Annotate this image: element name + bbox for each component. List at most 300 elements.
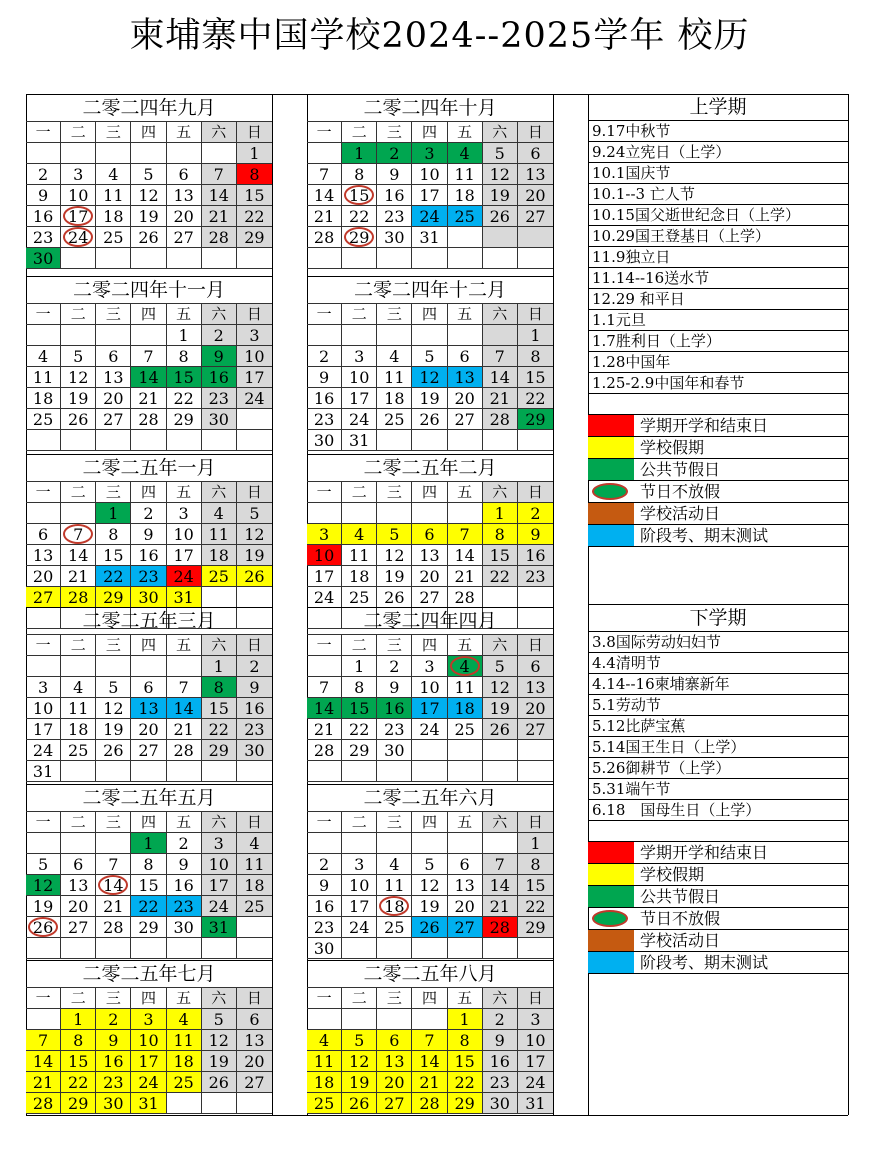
day-cell: 13	[518, 164, 553, 185]
weekday-label: 二	[61, 988, 96, 1009]
day-cell: 4	[377, 346, 412, 367]
day-cell	[483, 325, 518, 346]
month-block	[26, 784, 272, 959]
day-cell: 6	[448, 346, 483, 367]
day-cell	[342, 761, 377, 782]
day-cell: 25	[167, 1072, 202, 1093]
week-row	[307, 430, 553, 451]
day-cell	[237, 917, 272, 938]
day-cell: 17	[237, 367, 272, 388]
day-cell: 28	[307, 740, 342, 761]
day-cell: 10	[167, 524, 202, 545]
legend-label: 公共节假日	[640, 460, 721, 479]
weekday-label: 一	[26, 482, 61, 503]
day-cell: 24	[131, 1072, 166, 1093]
semester2-title: 下学期	[588, 604, 848, 632]
day-cell: 16	[26, 206, 61, 227]
not-off-holiday-marker	[63, 524, 93, 544]
holiday-item: 5.1劳动节	[588, 695, 848, 716]
weekday-label: 三	[377, 988, 412, 1009]
day-cell	[237, 587, 272, 608]
day-cell: 24	[307, 587, 342, 608]
week-row	[26, 917, 272, 938]
month-title: 二零二五年二月	[307, 455, 553, 482]
weekday-header	[26, 304, 272, 325]
week-row	[26, 587, 272, 608]
day-cell	[131, 656, 166, 677]
day-cell	[518, 938, 553, 959]
day-cell	[61, 430, 96, 451]
day-cell: 3	[412, 143, 447, 164]
holiday-item: 5.12比萨宝蕉	[588, 716, 848, 737]
day-cell: 21	[26, 1072, 61, 1093]
day-cell: 25	[61, 740, 96, 761]
day-cell: 19	[61, 388, 96, 409]
day-cell: 30	[167, 917, 202, 938]
day-cell: 15	[96, 545, 131, 566]
week-row	[307, 740, 553, 761]
day-cell: 8	[448, 1030, 483, 1051]
day-cell: 12	[61, 367, 96, 388]
day-cell	[131, 761, 166, 782]
day-cell: 18	[26, 388, 61, 409]
day-cell: 11	[377, 875, 412, 896]
day-cell: 6	[61, 854, 96, 875]
day-cell: 10	[307, 545, 342, 566]
day-cell: 26	[483, 206, 518, 227]
day-cell: 8	[167, 346, 202, 367]
day-cell: 22	[448, 1072, 483, 1093]
weekday-label: 二	[61, 122, 96, 143]
weekday-label: 二	[342, 635, 377, 656]
weekday-label: 二	[342, 812, 377, 833]
day-cell: 19	[96, 719, 131, 740]
holiday-item: 9.24立宪日（上学）	[588, 142, 848, 163]
weekday-label: 二	[342, 988, 377, 1009]
day-cell: 3	[202, 833, 237, 854]
day-cell: 12	[412, 875, 447, 896]
day-cell: 26	[412, 409, 447, 430]
day-cell	[307, 325, 342, 346]
day-cell: 23	[96, 1072, 131, 1093]
weekday-header	[307, 812, 553, 833]
day-cell: 9	[518, 524, 553, 545]
day-cell: 30	[483, 1093, 518, 1114]
day-cell: 13	[96, 367, 131, 388]
holiday-item: 1.28中国年	[588, 352, 848, 373]
holiday-item: 6.18 国母生日（上学）	[588, 800, 848, 821]
day-cell	[448, 740, 483, 761]
legend-item	[588, 864, 848, 886]
day-cell: 16	[518, 545, 553, 566]
week-row	[307, 761, 553, 782]
weekday-label: 五	[167, 812, 202, 833]
day-cell: 18	[202, 545, 237, 566]
day-cell: 3	[61, 164, 96, 185]
day-cell: 29	[518, 917, 553, 938]
week-row	[26, 206, 272, 227]
week-row	[307, 656, 553, 677]
day-cell: 10	[342, 875, 377, 896]
day-cell: 2	[131, 503, 166, 524]
day-cell: 27	[167, 227, 202, 248]
weekday-label: 六	[483, 988, 518, 1009]
week-row	[307, 1009, 553, 1030]
weekday-label: 五	[167, 988, 202, 1009]
day-cell: 14	[412, 1051, 447, 1072]
week-row	[26, 854, 272, 875]
day-cell: 4	[448, 656, 483, 677]
day-cell: 20	[61, 896, 96, 917]
day-cell: 26	[412, 917, 447, 938]
day-cell: 1	[342, 143, 377, 164]
day-cell: 15	[518, 875, 553, 896]
day-cell: 10	[412, 677, 447, 698]
month-title: 二零二五年八月	[307, 961, 553, 988]
month-title: 二零二五年一月	[26, 455, 272, 482]
day-cell: 5	[131, 164, 166, 185]
day-cell	[412, 938, 447, 959]
weekday-label: 二	[342, 304, 377, 325]
day-cell: 6	[518, 143, 553, 164]
week-row	[307, 677, 553, 698]
week-row	[307, 248, 553, 269]
legend-label: 公共节假日	[640, 887, 721, 906]
day-cell: 15	[518, 367, 553, 388]
day-cell: 9	[377, 677, 412, 698]
weekday-header	[307, 482, 553, 503]
week-row	[307, 854, 553, 875]
not-off-holiday-marker	[344, 227, 374, 247]
not-off-holiday-marker	[63, 227, 93, 247]
day-cell: 18	[96, 206, 131, 227]
week-row	[26, 1072, 272, 1093]
week-row	[26, 430, 272, 451]
day-cell: 22	[202, 719, 237, 740]
month-block	[26, 94, 272, 269]
weekday-label: 五	[167, 635, 202, 656]
day-cell: 19	[412, 388, 447, 409]
day-cell	[307, 1009, 342, 1030]
weekday-label: 四	[131, 812, 166, 833]
week-row	[307, 587, 553, 608]
day-cell	[307, 761, 342, 782]
day-cell: 12	[483, 164, 518, 185]
day-cell: 23	[307, 409, 342, 430]
day-cell: 8	[342, 677, 377, 698]
semester2-panel	[588, 604, 848, 974]
day-cell: 30	[202, 409, 237, 430]
day-cell	[202, 587, 237, 608]
day-cell: 19	[26, 896, 61, 917]
weekday-label: 一	[307, 635, 342, 656]
day-cell: 5	[483, 143, 518, 164]
day-cell: 11	[237, 854, 272, 875]
day-cell: 1	[131, 833, 166, 854]
day-cell: 21	[61, 566, 96, 587]
not-off-holiday-marker	[98, 875, 128, 895]
day-cell: 11	[307, 1051, 342, 1072]
weekday-header	[26, 482, 272, 503]
day-cell: 8	[202, 677, 237, 698]
day-cell: 28	[307, 227, 342, 248]
holiday-item: 1.7胜利日（上学）	[588, 331, 848, 352]
week-row	[307, 698, 553, 719]
week-row	[307, 206, 553, 227]
day-cell: 26	[377, 587, 412, 608]
day-cell: 28	[131, 409, 166, 430]
day-cell: 3	[342, 854, 377, 875]
week-row	[307, 896, 553, 917]
not-off-holiday-marker	[379, 896, 409, 916]
day-cell: 30	[131, 587, 166, 608]
legend-swatch	[588, 864, 634, 885]
day-cell: 18	[61, 719, 96, 740]
day-cell: 14	[448, 545, 483, 566]
day-cell: 21	[307, 206, 342, 227]
day-cell	[167, 143, 202, 164]
day-cell: 4	[96, 164, 131, 185]
weekday-label: 日	[237, 482, 272, 503]
weekday-label: 六	[202, 988, 237, 1009]
week-row	[26, 1030, 272, 1051]
week-row	[307, 938, 553, 959]
holiday-item: 3.8国际劳动妇妇节	[588, 632, 848, 653]
day-cell: 31	[342, 430, 377, 451]
day-cell: 24	[412, 206, 447, 227]
legend-item	[588, 437, 848, 459]
day-cell: 1	[96, 503, 131, 524]
day-cell: 17	[518, 1051, 553, 1072]
weekday-label: 六	[483, 812, 518, 833]
weekday-label: 日	[237, 812, 272, 833]
day-cell	[96, 325, 131, 346]
frame-line	[848, 94, 849, 1115]
day-cell: 8	[96, 524, 131, 545]
day-cell: 16	[377, 185, 412, 206]
day-cell: 2	[202, 325, 237, 346]
semester1-panel	[588, 94, 848, 547]
day-cell: 4	[202, 503, 237, 524]
day-cell: 18	[342, 566, 377, 587]
day-cell: 1	[518, 833, 553, 854]
day-cell: 2	[483, 1009, 518, 1030]
day-cell	[307, 248, 342, 269]
month-block	[26, 960, 272, 1114]
weekday-label: 六	[202, 635, 237, 656]
oval-swatch-icon	[592, 910, 628, 927]
day-cell	[483, 248, 518, 269]
day-cell: 25	[448, 206, 483, 227]
holiday-item: 5.26御耕节（上学）	[588, 758, 848, 779]
holiday-item: 10.29国王登基日（上学）	[588, 226, 848, 247]
day-cell: 10	[202, 854, 237, 875]
day-cell	[96, 938, 131, 959]
month-block	[26, 276, 272, 451]
day-cell: 22	[483, 566, 518, 587]
day-cell: 13	[131, 698, 166, 719]
day-cell: 22	[61, 1072, 96, 1093]
day-cell: 21	[448, 566, 483, 587]
weekday-label: 二	[342, 482, 377, 503]
day-cell: 14	[61, 545, 96, 566]
day-cell	[342, 248, 377, 269]
day-cell	[342, 833, 377, 854]
day-cell	[96, 656, 131, 677]
legend-swatch	[588, 481, 634, 502]
weekday-label: 四	[412, 122, 447, 143]
holiday-item: 1.1元旦	[588, 310, 848, 331]
day-cell: 13	[448, 367, 483, 388]
day-cell: 4	[237, 833, 272, 854]
weekday-label: 五	[448, 122, 483, 143]
week-row	[26, 346, 272, 367]
day-cell: 19	[483, 698, 518, 719]
day-cell: 7	[307, 677, 342, 698]
day-cell: 27	[131, 740, 166, 761]
weekday-label: 四	[412, 304, 447, 325]
day-cell: 13	[26, 545, 61, 566]
day-cell: 22	[342, 719, 377, 740]
day-cell: 23	[131, 566, 166, 587]
day-cell: 8	[61, 1030, 96, 1051]
weekday-label: 五	[448, 988, 483, 1009]
day-cell: 16	[202, 367, 237, 388]
not-off-holiday-marker	[28, 917, 58, 937]
day-cell: 21	[483, 388, 518, 409]
day-cell	[377, 1009, 412, 1030]
weekday-label: 五	[448, 304, 483, 325]
day-cell	[202, 761, 237, 782]
day-cell: 24	[26, 740, 61, 761]
day-cell	[26, 656, 61, 677]
week-row	[26, 677, 272, 698]
day-cell: 26	[483, 719, 518, 740]
legend-item	[588, 930, 848, 952]
day-cell: 21	[167, 719, 202, 740]
legend-swatch	[588, 842, 634, 863]
day-cell: 27	[237, 1072, 272, 1093]
day-cell: 13	[412, 545, 447, 566]
month-title: 二零二四年十二月	[307, 277, 553, 304]
holiday-item: 12.29 和平日	[588, 289, 848, 310]
day-cell: 13	[237, 1030, 272, 1051]
legend-swatch	[588, 952, 634, 973]
day-cell: 12	[26, 875, 61, 896]
day-cell: 25	[96, 227, 131, 248]
day-cell: 3	[307, 524, 342, 545]
day-cell: 1	[237, 143, 272, 164]
week-row	[307, 875, 553, 896]
week-row	[26, 1009, 272, 1030]
day-cell	[377, 430, 412, 451]
day-cell: 27	[61, 917, 96, 938]
day-cell	[131, 143, 166, 164]
day-cell: 5	[237, 503, 272, 524]
day-cell: 6	[377, 1030, 412, 1051]
day-cell: 11	[61, 698, 96, 719]
day-cell: 15	[483, 545, 518, 566]
day-cell: 25	[377, 409, 412, 430]
day-cell: 28	[96, 917, 131, 938]
weekday-header	[307, 988, 553, 1009]
weekday-label: 三	[96, 635, 131, 656]
day-cell: 27	[518, 719, 553, 740]
day-cell: 25	[237, 896, 272, 917]
day-cell: 20	[131, 719, 166, 740]
day-cell: 18	[167, 1051, 202, 1072]
weekday-label: 六	[202, 122, 237, 143]
day-cell	[483, 740, 518, 761]
day-cell: 10	[518, 1030, 553, 1051]
week-row	[26, 409, 272, 430]
month-title: 二零二五年六月	[307, 785, 553, 812]
day-cell	[237, 409, 272, 430]
day-cell: 27	[448, 409, 483, 430]
legend-swatch	[588, 459, 634, 480]
day-cell: 12	[202, 1030, 237, 1051]
week-row	[26, 248, 272, 269]
day-cell: 8	[518, 854, 553, 875]
day-cell: 7	[483, 346, 518, 367]
day-cell: 3	[518, 1009, 553, 1030]
day-cell: 28	[61, 587, 96, 608]
week-row	[26, 524, 272, 545]
day-cell: 25	[377, 917, 412, 938]
week-row	[307, 185, 553, 206]
day-cell	[448, 503, 483, 524]
day-cell: 2	[96, 1009, 131, 1030]
weekday-label: 三	[96, 304, 131, 325]
day-cell: 11	[167, 1030, 202, 1051]
weekday-label: 三	[377, 122, 412, 143]
day-cell: 10	[61, 185, 96, 206]
day-cell: 18	[237, 875, 272, 896]
day-cell	[412, 761, 447, 782]
legend-item	[588, 952, 848, 974]
weekday-label: 三	[377, 482, 412, 503]
not-off-holiday-marker	[450, 656, 480, 676]
week-row	[26, 656, 272, 677]
day-cell	[377, 833, 412, 854]
day-cell: 5	[342, 1030, 377, 1051]
day-cell: 15	[202, 698, 237, 719]
day-cell: 5	[412, 346, 447, 367]
day-cell: 1	[518, 325, 553, 346]
calendar-grid	[26, 94, 848, 1115]
day-cell	[61, 833, 96, 854]
day-cell: 13	[448, 875, 483, 896]
day-cell: 20	[448, 896, 483, 917]
week-row	[26, 1051, 272, 1072]
weekday-label: 日	[518, 304, 553, 325]
day-cell: 27	[26, 587, 61, 608]
day-cell: 29	[342, 227, 377, 248]
weekday-label: 二	[61, 812, 96, 833]
week-row	[26, 1093, 272, 1114]
day-cell: 8	[237, 164, 272, 185]
holiday-item: 11.14--16送水节	[588, 268, 848, 289]
day-cell: 29	[96, 587, 131, 608]
day-cell: 26	[202, 1072, 237, 1093]
day-cell: 25	[342, 587, 377, 608]
month-title: 二零二五年五月	[26, 785, 272, 812]
day-cell: 12	[412, 367, 447, 388]
day-cell: 10	[412, 164, 447, 185]
day-cell: 11	[448, 677, 483, 698]
holiday-item: 9.17中秋节	[588, 121, 848, 142]
day-cell: 12	[237, 524, 272, 545]
